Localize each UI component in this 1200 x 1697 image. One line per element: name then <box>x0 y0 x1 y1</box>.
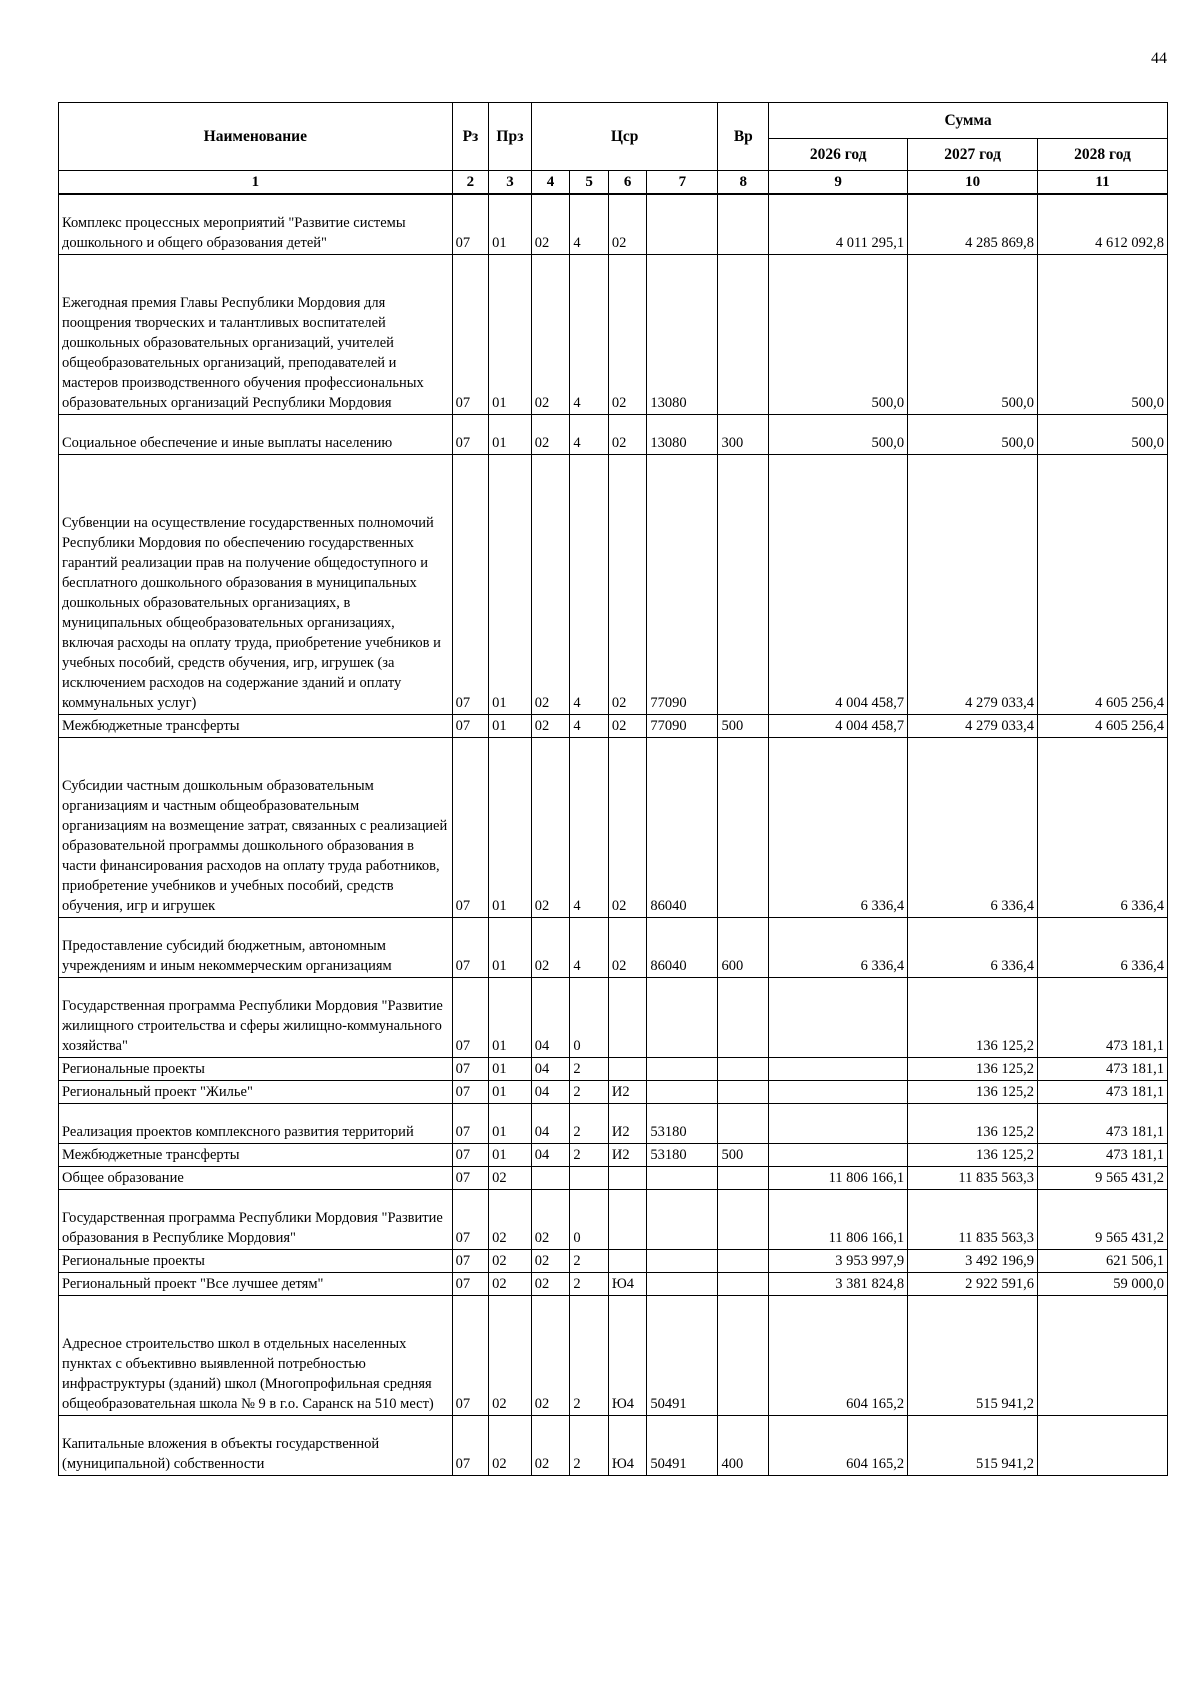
row-vr: 400 <box>718 1415 769 1475</box>
row-rz: 07 <box>452 1057 489 1080</box>
row-vr: 500 <box>718 1143 769 1166</box>
row-rz: 07 <box>452 414 489 454</box>
row-csr-part-7 <box>647 194 718 254</box>
row-sum-2027: 136 125,2 <box>908 1143 1038 1166</box>
row-sum-2028: 9 565 431,2 <box>1038 1189 1168 1249</box>
row-sum-2027: 11 835 563,3 <box>908 1189 1038 1249</box>
row-csr-part-6: И2 <box>608 1103 647 1143</box>
row-vr <box>718 1057 769 1080</box>
row-sum-2026: 6 336,4 <box>769 737 908 917</box>
row-csr-part-4: 02 <box>531 1415 570 1475</box>
row-sum-2027: 2 922 591,6 <box>908 1272 1038 1295</box>
row-rz: 07 <box>452 1415 489 1475</box>
row-csr-part-6 <box>608 977 647 1057</box>
row-name: Государственная программа Республики Мордовия "Развитие образования в Республике Мордовия" <box>59 1189 453 1249</box>
row-sum-2026 <box>769 1143 908 1166</box>
row-csr-part-6: 02 <box>608 714 647 737</box>
table-row <box>59 194 1168 254</box>
row-csr-part-6: 02 <box>608 194 647 254</box>
row-csr-part-6 <box>608 1249 647 1272</box>
row-name: Адресное строительство школ в отдельных населенных пунктах с объективно выявленной потребностью инфраструктуры (зданий) школ (Многопрофильная средняя общеобразовательная школа № 9 в г.о. Саранск на 510 мест) <box>59 1295 453 1415</box>
row-csr-part-7 <box>647 1249 718 1272</box>
row-prz: 01 <box>489 1057 532 1080</box>
table-row <box>59 454 1168 714</box>
header-sum: Сумма <box>769 103 1168 139</box>
row-rz: 07 <box>452 1272 489 1295</box>
row-csr-part-6 <box>608 1057 647 1080</box>
row-name: Межбюджетные трансферты <box>59 1143 453 1166</box>
row-sum-2028: 473 181,1 <box>1038 1057 1168 1080</box>
row-csr-part-7: 13080 <box>647 414 718 454</box>
row-csr-part-5: 2 <box>570 1272 609 1295</box>
row-prz: 01 <box>489 454 532 714</box>
row-sum-2028: 4 612 092,8 <box>1038 194 1168 254</box>
row-name: Общее образование <box>59 1166 453 1189</box>
header-name: Наименование <box>59 103 453 171</box>
table-row <box>59 1057 1168 1080</box>
row-sum-2026 <box>769 977 908 1057</box>
row-sum-2026: 500,0 <box>769 254 908 414</box>
row-prz: 01 <box>489 1143 532 1166</box>
column-number: 2 <box>452 171 489 195</box>
row-vr <box>718 1249 769 1272</box>
table-row <box>59 254 1168 414</box>
row-sum-2027: 136 125,2 <box>908 1057 1038 1080</box>
row-csr-part-4: 04 <box>531 977 570 1057</box>
row-name: Капитальные вложения в объекты государственной (муниципальной) собственности <box>59 1415 453 1475</box>
header-year-2028: 2028 год <box>1038 139 1168 171</box>
table-row <box>59 714 1168 737</box>
row-csr-part-4: 02 <box>531 714 570 737</box>
row-sum-2027: 500,0 <box>908 414 1038 454</box>
row-csr-part-4: 02 <box>531 737 570 917</box>
row-csr-part-5: 4 <box>570 254 609 414</box>
row-csr-part-5: 0 <box>570 977 609 1057</box>
row-csr-part-7: 86040 <box>647 917 718 977</box>
row-sum-2027: 136 125,2 <box>908 1080 1038 1103</box>
row-sum-2026 <box>769 1103 908 1143</box>
row-rz: 07 <box>452 454 489 714</box>
row-prz: 01 <box>489 917 532 977</box>
row-csr-part-5: 2 <box>570 1080 609 1103</box>
header-year-2026: 2026 год <box>769 139 908 171</box>
row-prz: 02 <box>489 1189 532 1249</box>
row-prz: 02 <box>489 1249 532 1272</box>
row-sum-2028: 4 605 256,4 <box>1038 714 1168 737</box>
row-sum-2028: 473 181,1 <box>1038 1103 1168 1143</box>
row-sum-2027: 6 336,4 <box>908 737 1038 917</box>
row-sum-2028: 621 506,1 <box>1038 1249 1168 1272</box>
row-csr-part-6 <box>608 1166 647 1189</box>
row-sum-2027: 515 941,2 <box>908 1295 1038 1415</box>
row-csr-part-7: 50491 <box>647 1415 718 1475</box>
row-rz: 07 <box>452 194 489 254</box>
row-sum-2026: 4 011 295,1 <box>769 194 908 254</box>
row-csr-part-6: Ю4 <box>608 1272 647 1295</box>
row-name: Региональный проект "Все лучшее детям" <box>59 1272 453 1295</box>
row-sum-2028: 473 181,1 <box>1038 1080 1168 1103</box>
row-csr-part-5: 2 <box>570 1057 609 1080</box>
table-row <box>59 1272 1168 1295</box>
row-sum-2027: 4 285 869,8 <box>908 194 1038 254</box>
row-prz: 01 <box>489 1080 532 1103</box>
row-name: Региональные проекты <box>59 1057 453 1080</box>
row-sum-2027: 136 125,2 <box>908 1103 1038 1143</box>
row-name: Субвенции на осуществление государственных полномочий Республики Мордовия по обеспечению государственных гарантий реализации прав на получение общедоступного и бесплатного дошкольного образования в муниципальных дошкольных образовательных организациях, в муниципальных общеобразовательных организациях, включая расходы на оплату труда, приобретение учебников и учебных пособий, средств обучения, игр, игрушек (за исключением расходов на содержание зданий и оплату коммунальных услуг) <box>59 454 453 714</box>
row-csr-part-7 <box>647 1080 718 1103</box>
row-rz: 07 <box>452 917 489 977</box>
row-rz: 07 <box>452 1249 489 1272</box>
row-prz: 01 <box>489 714 532 737</box>
row-csr-part-5: 2 <box>570 1415 609 1475</box>
row-csr-part-5: 4 <box>570 714 609 737</box>
row-csr-part-4: 04 <box>531 1057 570 1080</box>
row-csr-part-7: 53180 <box>647 1143 718 1166</box>
row-csr-part-7: 77090 <box>647 714 718 737</box>
row-csr-part-4: 04 <box>531 1143 570 1166</box>
row-sum-2027: 11 835 563,3 <box>908 1166 1038 1189</box>
row-vr <box>718 194 769 254</box>
row-sum-2028: 500,0 <box>1038 254 1168 414</box>
column-number: 5 <box>570 171 609 195</box>
row-csr-part-5: 4 <box>570 917 609 977</box>
header-rz: Рз <box>452 103 489 171</box>
row-csr-part-7: 86040 <box>647 737 718 917</box>
row-csr-part-4: 02 <box>531 1272 570 1295</box>
row-csr-part-4: 02 <box>531 1189 570 1249</box>
row-sum-2028: 6 336,4 <box>1038 737 1168 917</box>
row-vr <box>718 1103 769 1143</box>
row-sum-2026: 11 806 166,1 <box>769 1166 908 1189</box>
row-csr-part-5 <box>570 1166 609 1189</box>
row-sum-2028: 4 605 256,4 <box>1038 454 1168 714</box>
header-csr: Цср <box>531 103 718 171</box>
row-csr-part-7: 53180 <box>647 1103 718 1143</box>
row-csr-part-5: 4 <box>570 454 609 714</box>
row-sum-2028: 473 181,1 <box>1038 977 1168 1057</box>
row-name: Субсидии частным дошкольным образовательным организациям и частным общеобразовательным организациям на возмещение затрат, связанных с реализацией образовательной программы дошкольного образования в части финансирования расходов на оплату труда работников, приобретение учебников и учебных пособий, средств обучения, игр и игрушек <box>59 737 453 917</box>
row-vr <box>718 1166 769 1189</box>
row-csr-part-6 <box>608 1189 647 1249</box>
row-sum-2027: 515 941,2 <box>908 1415 1038 1475</box>
row-sum-2026: 4 004 458,7 <box>769 714 908 737</box>
row-csr-part-4: 04 <box>531 1103 570 1143</box>
row-csr-part-6: И2 <box>608 1143 647 1166</box>
row-name: Реализация проектов комплексного развития территорий <box>59 1103 453 1143</box>
row-sum-2028 <box>1038 1415 1168 1475</box>
row-name: Региональные проекты <box>59 1249 453 1272</box>
row-vr: 600 <box>718 917 769 977</box>
row-sum-2026: 3 953 997,9 <box>769 1249 908 1272</box>
column-number: 8 <box>718 171 769 195</box>
row-csr-part-6: 02 <box>608 917 647 977</box>
row-csr-part-7 <box>647 1166 718 1189</box>
row-sum-2027: 4 279 033,4 <box>908 454 1038 714</box>
budget-table <box>58 102 1168 1476</box>
row-prz: 02 <box>489 1166 532 1189</box>
row-csr-part-6: 02 <box>608 454 647 714</box>
row-prz: 01 <box>489 254 532 414</box>
row-sum-2027: 500,0 <box>908 254 1038 414</box>
row-rz: 07 <box>452 1295 489 1415</box>
row-sum-2026: 6 336,4 <box>769 917 908 977</box>
row-vr <box>718 977 769 1057</box>
row-csr-part-6: 02 <box>608 254 647 414</box>
row-csr-part-7 <box>647 1189 718 1249</box>
row-csr-part-7: 77090 <box>647 454 718 714</box>
row-rz: 07 <box>452 1103 489 1143</box>
table-row <box>59 917 1168 977</box>
row-csr-part-7: 50491 <box>647 1295 718 1415</box>
row-csr-part-6: Ю4 <box>608 1415 647 1475</box>
column-number: 3 <box>489 171 532 195</box>
row-sum-2026: 3 381 824,8 <box>769 1272 908 1295</box>
row-vr <box>718 454 769 714</box>
row-name: Предоставление субсидий бюджетным, автономным учреждениям и иным некоммерческим организациям <box>59 917 453 977</box>
column-number: 10 <box>908 171 1038 195</box>
row-sum-2028 <box>1038 1295 1168 1415</box>
row-prz: 01 <box>489 737 532 917</box>
row-csr-part-4 <box>531 1166 570 1189</box>
row-csr-part-6: 02 <box>608 414 647 454</box>
row-csr-part-5: 0 <box>570 1189 609 1249</box>
column-number: 9 <box>769 171 908 195</box>
row-name: Межбюджетные трансферты <box>59 714 453 737</box>
row-rz: 07 <box>452 737 489 917</box>
row-csr-part-5: 4 <box>570 414 609 454</box>
row-vr <box>718 1189 769 1249</box>
row-csr-part-7 <box>647 1057 718 1080</box>
column-number: 6 <box>608 171 647 195</box>
row-prz: 02 <box>489 1415 532 1475</box>
table-row <box>59 1080 1168 1103</box>
row-sum-2026 <box>769 1080 908 1103</box>
row-prz: 01 <box>489 977 532 1057</box>
row-name: Региональный проект "Жилье" <box>59 1080 453 1103</box>
table-row <box>59 977 1168 1057</box>
row-prz: 01 <box>489 414 532 454</box>
row-csr-part-7: 13080 <box>647 254 718 414</box>
row-sum-2026 <box>769 1057 908 1080</box>
row-csr-part-4: 02 <box>531 414 570 454</box>
column-number: 1 <box>59 171 453 195</box>
row-csr-part-5: 4 <box>570 737 609 917</box>
row-sum-2026: 604 165,2 <box>769 1415 908 1475</box>
row-rz: 07 <box>452 1143 489 1166</box>
row-rz: 07 <box>452 714 489 737</box>
table-row <box>59 1415 1168 1475</box>
row-rz: 07 <box>452 1166 489 1189</box>
row-prz: 01 <box>489 1103 532 1143</box>
row-rz: 07 <box>452 977 489 1057</box>
table-row <box>59 1166 1168 1189</box>
row-vr <box>718 737 769 917</box>
row-sum-2028: 59 000,0 <box>1038 1272 1168 1295</box>
column-numbers-row <box>59 171 1168 195</box>
header-vr: Вр <box>718 103 769 171</box>
row-prz: 01 <box>489 194 532 254</box>
row-csr-part-6: 02 <box>608 737 647 917</box>
row-csr-part-5: 4 <box>570 194 609 254</box>
row-csr-part-5: 2 <box>570 1249 609 1272</box>
row-csr-part-6: Ю4 <box>608 1295 647 1415</box>
row-sum-2028: 473 181,1 <box>1038 1143 1168 1166</box>
header-prz: Прз <box>489 103 532 171</box>
row-vr <box>718 1272 769 1295</box>
row-csr-part-4: 02 <box>531 1249 570 1272</box>
row-csr-part-4: 02 <box>531 917 570 977</box>
row-prz: 02 <box>489 1295 532 1415</box>
row-csr-part-4: 02 <box>531 454 570 714</box>
row-sum-2027: 3 492 196,9 <box>908 1249 1038 1272</box>
row-csr-part-4: 02 <box>531 254 570 414</box>
row-sum-2026: 500,0 <box>769 414 908 454</box>
row-sum-2026: 4 004 458,7 <box>769 454 908 714</box>
table-body <box>59 194 1168 1475</box>
column-number: 7 <box>647 171 718 195</box>
row-sum-2026: 11 806 166,1 <box>769 1189 908 1249</box>
row-vr: 500 <box>718 714 769 737</box>
row-csr-part-6: И2 <box>608 1080 647 1103</box>
row-rz: 07 <box>452 254 489 414</box>
column-number: 11 <box>1038 171 1168 195</box>
row-csr-part-5: 2 <box>570 1103 609 1143</box>
row-sum-2028: 9 565 431,2 <box>1038 1166 1168 1189</box>
table-row <box>59 1249 1168 1272</box>
table-row <box>59 1189 1168 1249</box>
row-rz: 07 <box>452 1080 489 1103</box>
row-vr <box>718 254 769 414</box>
row-sum-2028: 6 336,4 <box>1038 917 1168 977</box>
header-year-2027: 2027 год <box>908 139 1038 171</box>
row-prz: 02 <box>489 1272 532 1295</box>
row-vr <box>718 1080 769 1103</box>
row-name: Комплекс процессных мероприятий "Развитие системы дошкольного и общего образования детей" <box>59 194 453 254</box>
row-sum-2027: 6 336,4 <box>908 917 1038 977</box>
row-name: Ежегодная премия Главы Республики Мордовия для поощрения творческих и талантливых воспитателей дошкольных образовательных организаций, учителей общеобразовательных организаций, преподавателей и мастеров производственного обучения профессиональных образовательных организаций Республики Мордовия <box>59 254 453 414</box>
column-number: 4 <box>531 171 570 195</box>
row-name: Государственная программа Республики Мордовия "Развитие жилищного строительства и сферы жилищно-коммунального хозяйства" <box>59 977 453 1057</box>
table-row <box>59 1143 1168 1166</box>
table-row <box>59 1103 1168 1143</box>
row-vr <box>718 1295 769 1415</box>
row-csr-part-4: 04 <box>531 1080 570 1103</box>
row-csr-part-4: 02 <box>531 1295 570 1415</box>
table-row <box>59 1295 1168 1415</box>
row-sum-2027: 136 125,2 <box>908 977 1038 1057</box>
row-name: Социальное обеспечение и иные выплаты населению <box>59 414 453 454</box>
row-csr-part-4: 02 <box>531 194 570 254</box>
row-csr-part-7 <box>647 1272 718 1295</box>
row-sum-2027: 4 279 033,4 <box>908 714 1038 737</box>
row-sum-2026: 604 165,2 <box>769 1295 908 1415</box>
page-number: 44 <box>1151 50 1167 67</box>
row-sum-2028: 500,0 <box>1038 414 1168 454</box>
row-csr-part-5: 2 <box>570 1143 609 1166</box>
row-vr: 300 <box>718 414 769 454</box>
row-rz: 07 <box>452 1189 489 1249</box>
table-row <box>59 414 1168 454</box>
row-csr-part-7 <box>647 977 718 1057</box>
row-csr-part-5: 2 <box>570 1295 609 1415</box>
table-row <box>59 737 1168 917</box>
